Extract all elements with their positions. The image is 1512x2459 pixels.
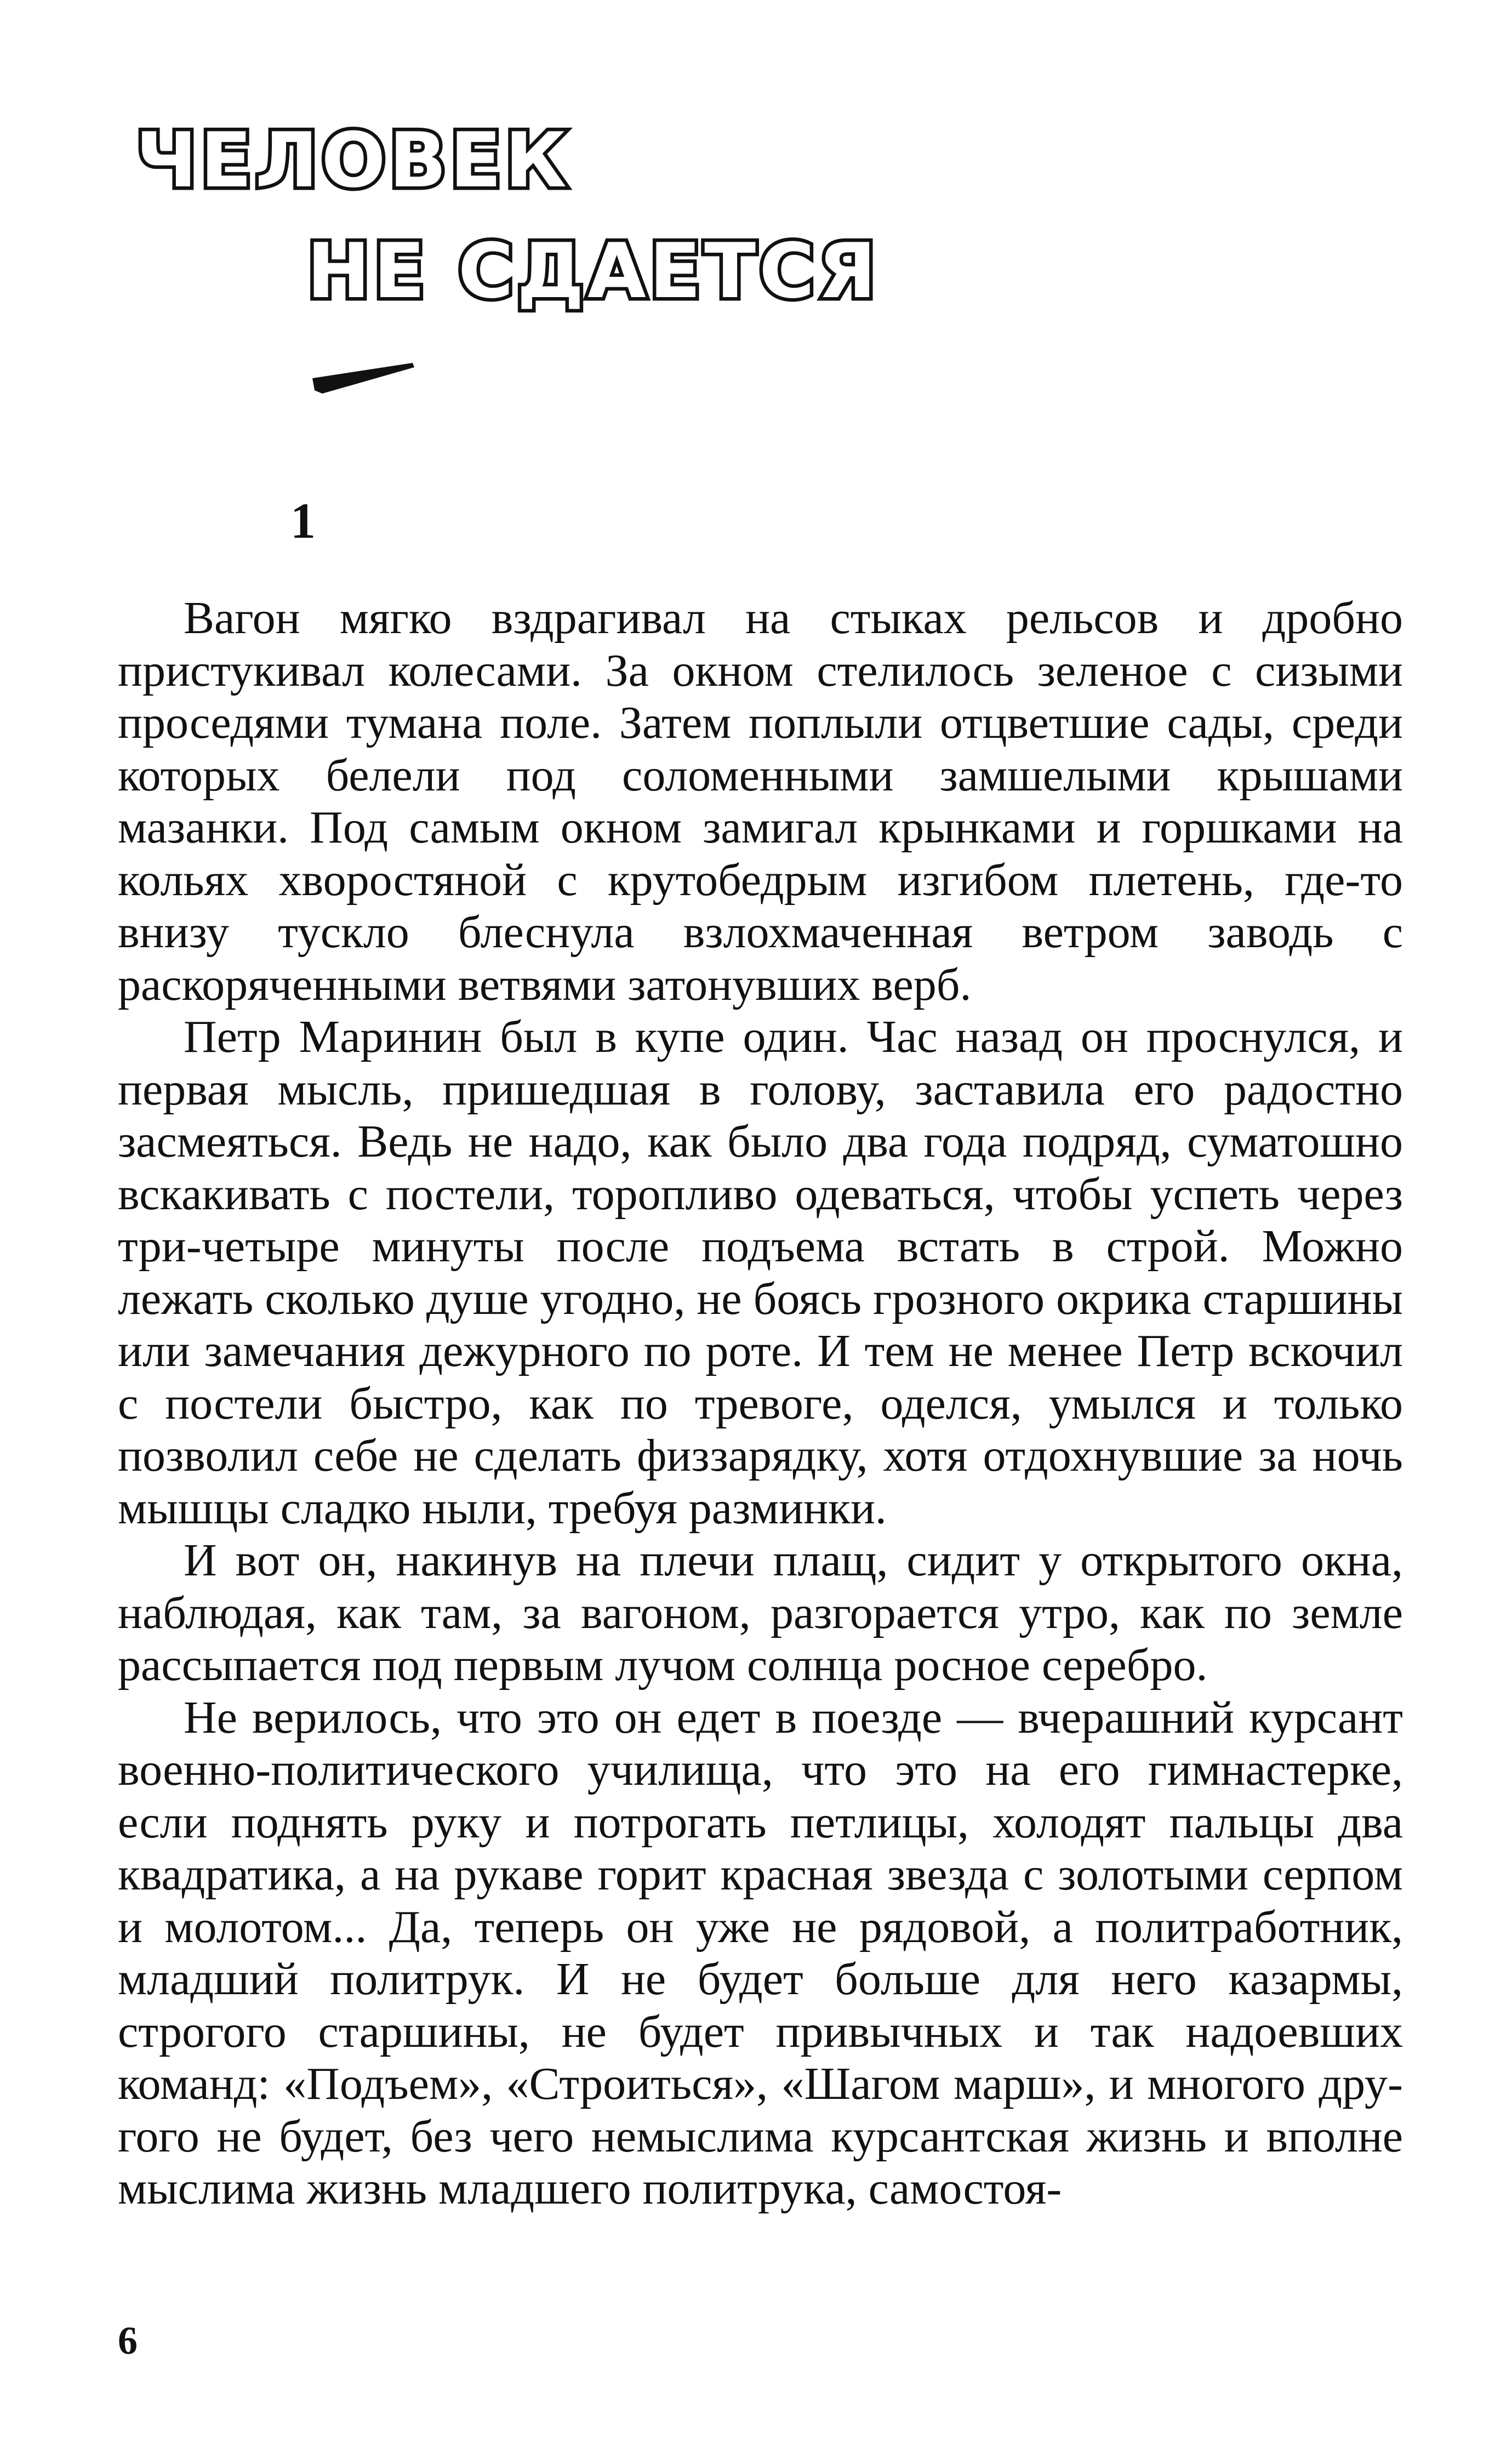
- paragraph-4: Не верилось, что это он едет в поезде — вчерашний курсант военно-политического училища, что это на его гимнастерке, если поднять руку и потрогать петлицы, холодят пальцы два квадратика, а на рукаве горит красная звезда с золотыми серпом и молотом... Да, теперь он уже не рядовой, а политработник, младший политрук. И не будет больше для него казармы, строгого старшины, не будет привычных и так надоевших команд: «Подъем», «Строиться», «Шагом марш», и многого другого не будет, без чего немыслима курсантская жизнь и вполне мыслима жизнь младшего политрука, самостоя-: [118, 1692, 1403, 2214]
- title-line-1: ЧЕЛОВЕК: [136, 116, 570, 204]
- chapter-number: 1: [290, 493, 316, 549]
- page-number: 6: [118, 2319, 138, 2363]
- ornament-wedge: [312, 363, 414, 394]
- paragraph-3: И вот он, накинув на плечи плащ, сидит у открытого окна, наблюдая, как там, за вагоном, разгорается утро, как по земле рассыпается под первым лучом солнца росное серебро.: [118, 1535, 1403, 1690]
- title-line-2: НЕ СДАЕТСЯ: [307, 227, 880, 315]
- paragraph-1: Вагон мягко вздрагивал на стыках рельсов и дробно пристукивал колесами. За окном стелилось зеленое с сизыми проседями тумана поле. Затем поплыли отцветшие сады, среди которых белели под соломенными замшелыми крышами мазанки. Под самым окном замигал крынками и горшками на кольях хворостяной с крутобедрым изгибом плетень, где-то внизу тускло блеснула взлохмаченная ветром заводь с раскоряченными ветвями затонувших верб.: [118, 593, 1403, 1010]
- body-text: [118, 592, 1403, 2215]
- title-ornament-mark: [311, 362, 415, 395]
- paragraph-2: Петр Маринин был в купе один. Час назад он проснулся, и первая мысль, пришедшая в голову, заставила его радостно засмеяться. Ведь не надо, как было два года подряд, суматошно вскакивать с постели, торопливо одеваться, чтобы успеть через три-четыре минуты после подъема встать в строй. Можно лежать сколько душе угодно, не боясь грозного окрика старшины или замечания дежурного по роте. И тем не менее Петр вскочил с постели быстро, как по тревоге, оделся, умылся и только позволил себе не сделать физзарядку, хотя отдохнувшие за ночь мышцы сладко ныли, требуя разминки.: [118, 1011, 1403, 1534]
